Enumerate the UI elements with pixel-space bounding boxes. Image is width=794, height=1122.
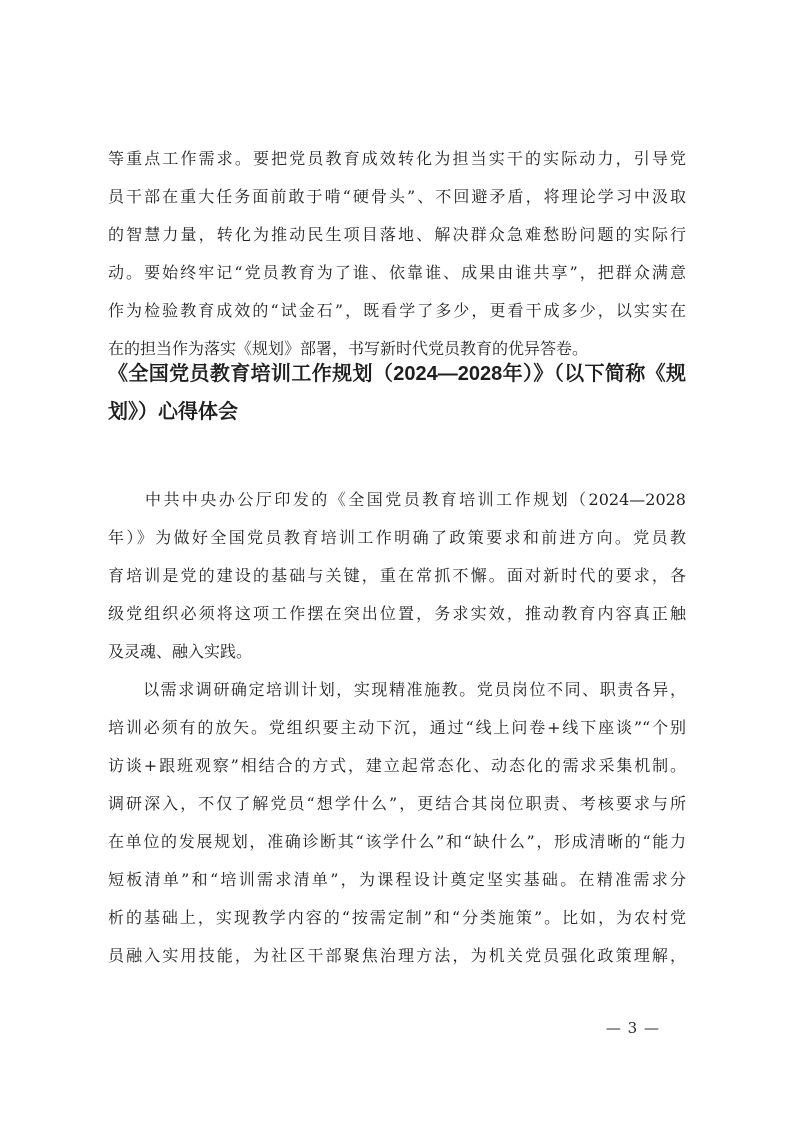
text-line: 级党组织必须将这项工作摆在突出位置，务求实效，推动教育内容真正触: [108, 604, 686, 623]
text-line: 员融入实用技能，为社区干部聚焦治理方法，为机关党员强化政策理解，: [108, 946, 686, 965]
text-line: 员干部在重大任务面前敢于啃“硬骨头”、不回避矛盾，将理论学习中汲取: [108, 187, 686, 206]
paragraph-needs-survey: [108, 671, 686, 975]
text-line: 短板清单”和“培训需求清单”，为课程设计奠定坚实基础。在精准需求分: [108, 870, 686, 889]
text-line: 在的担当作为落实《规划》部署，书写新时代党员教育的优异答卷。: [108, 339, 589, 358]
paragraph-intro: [108, 481, 686, 671]
text-line: 的智慧力量，转化为推动民生项目落地、解决群众急难愁盼问题的实际行: [108, 225, 686, 244]
text-line: 在单位的发展规划，准确诊断其“该学什么”和“缺什么”，形成清晰的“能力: [108, 832, 686, 851]
paragraph-continuation: [108, 140, 686, 368]
text-line: 年）》为做好全国党员教育培训工作明确了政策要求和前进方向。党员教: [108, 528, 686, 547]
text-line: 作为检验教育成效的“试金石”，既看学了多少，更看干成多少，以实实在: [108, 301, 686, 320]
text-line: 访谈+跟班观察”相结合的方式，建立起常态化、动态化的需求采集机制。: [108, 756, 686, 775]
text-line: 以需求调研确定培训计划，实现精准施教。党员岗位不同、职责各异，: [108, 680, 686, 699]
text-line: 划》）心得体会: [108, 401, 238, 423]
text-line: 中共中央办公厅印发的《全国党员教育培训工作规划（2024—2028: [108, 490, 686, 509]
text-line: 及灵魂、融入实践。: [108, 642, 253, 661]
text-line: 调研深入，不仅了解党员“想学什么”，更结合其岗位职责、考核要求与所: [108, 794, 686, 813]
document-heading: [108, 355, 686, 431]
text-line: 《全国党员教育培训工作规划（2024—2028年）》（以下简称《规: [108, 363, 686, 385]
text-line: 析的基础上，实现教学内容的“按需定制”和“分类施策”。比如，为农村党: [108, 908, 686, 927]
text-line: 等重点工作需求。要把党员教育成效转化为担当实干的实际动力，引导党: [108, 149, 686, 168]
text-line: 动。要始终牢记“党员教育为了谁、依靠谁、成果由谁共享”，把群众满意: [108, 263, 686, 282]
page-number: — 3 —: [605, 1019, 660, 1037]
text-line: 育培训是党的建设的基础与关键，重在常抓不懈。面对新时代的要求，各: [108, 566, 686, 585]
text-line: 培训必须有的放矢。党组织要主动下沉，通过“线上问卷+线下座谈”“个别: [108, 718, 686, 737]
